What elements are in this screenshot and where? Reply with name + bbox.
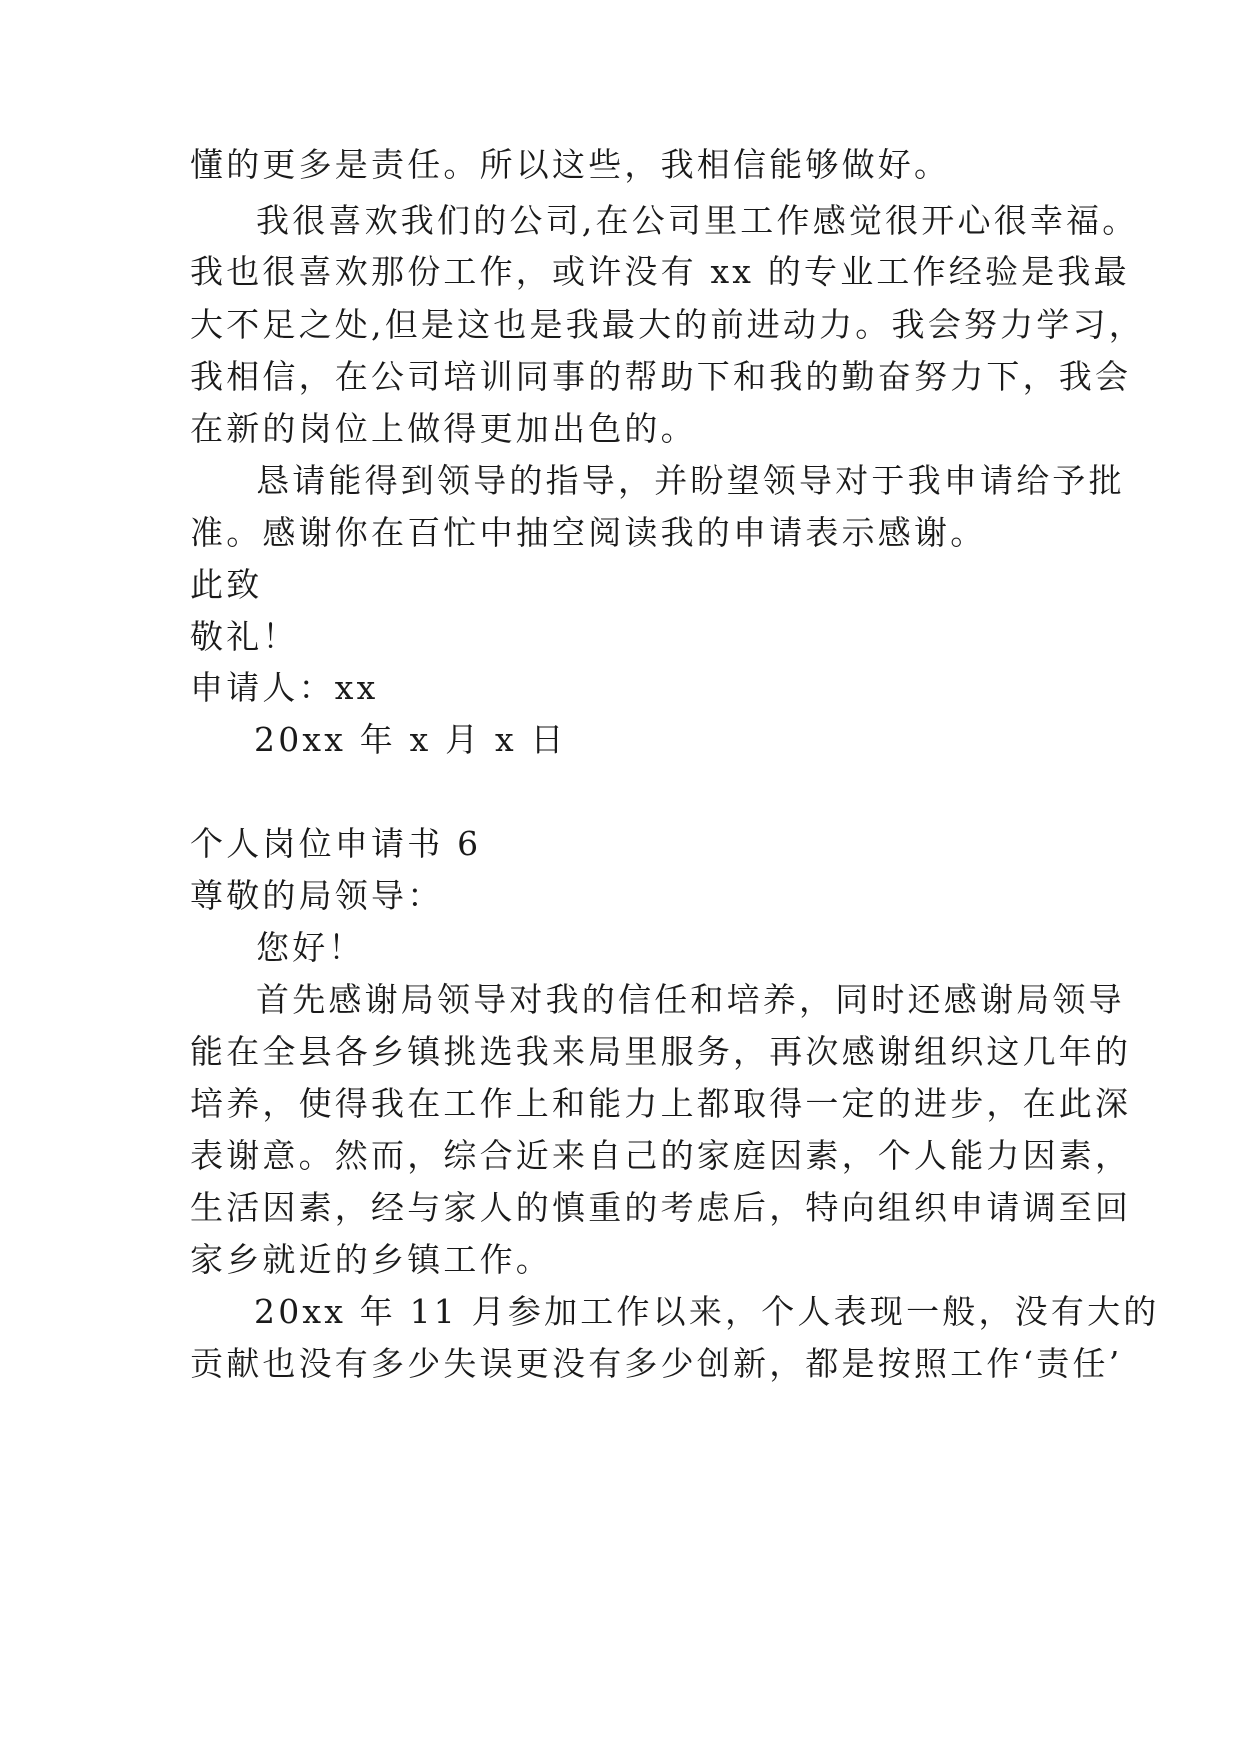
closing-salutation: 此致 xyxy=(190,565,263,604)
applicant-signature: 申请人：xx xyxy=(190,668,379,707)
text-line: 家乡就近的乡镇工作。 xyxy=(190,1240,552,1279)
text-line: 大不足之处,但是这也是我最大的前进动力。我会努力学习， xyxy=(190,305,1145,344)
paragraph-start-line: 我很喜欢我们的公司,在公司里工作感觉很开心很幸福。 xyxy=(256,201,1139,240)
text-line: 贡献也没有多少失误更没有多少创新，都是按照工作‘责任’ xyxy=(190,1344,1123,1383)
paragraph-start-line: 恳请能得到领导的指导，并盼望领导对于我申请给予批 xyxy=(256,461,1125,500)
text-line: 表谢意。然而，综合近来自己的家庭因素，个人能力因素， xyxy=(190,1136,1132,1175)
recipient-greeting: 尊敬的局领导： xyxy=(190,876,444,915)
section-title: 个人岗位申请书 6 xyxy=(190,824,482,863)
text-line: 我相信，在公司培训同事的帮助下和我的勤奋努力下，我会 xyxy=(190,357,1132,396)
greeting-line: 您好！ xyxy=(256,928,365,967)
text-line: 能在全县各乡镇挑选我来局里服务，再次感谢组织这几年的 xyxy=(190,1032,1132,1071)
text-line: 培养，使得我在工作上和能力上都取得一定的进步，在此深 xyxy=(190,1084,1132,1123)
closing-respect: 敬礼！ xyxy=(190,617,299,656)
text-line: 懂的更多是责任。所以这些，我相信能够做好。 xyxy=(190,145,951,184)
text-line: 我也很喜欢那份工作，或许没有 xx 的专业工作经验是我最 xyxy=(190,252,1130,291)
letter-date: 20xx 年 x 月 x 日 xyxy=(254,720,567,759)
paragraph-start-line: 首先感谢局领导对我的信任和培养，同时还感谢局领导 xyxy=(256,980,1125,1019)
text-line: 准。感谢你在百忙中抽空阅读我的申请表示感谢。 xyxy=(190,513,987,552)
text-line: 在新的岗位上做得更加出色的。 xyxy=(190,409,697,448)
text-line: 生活因素，经与家人的慎重的考虑后，特向组织申请调至回 xyxy=(190,1188,1132,1227)
paragraph-start-line: 20xx 年 11 月参加工作以来，个人表现一般，没有大的 xyxy=(254,1292,1160,1331)
